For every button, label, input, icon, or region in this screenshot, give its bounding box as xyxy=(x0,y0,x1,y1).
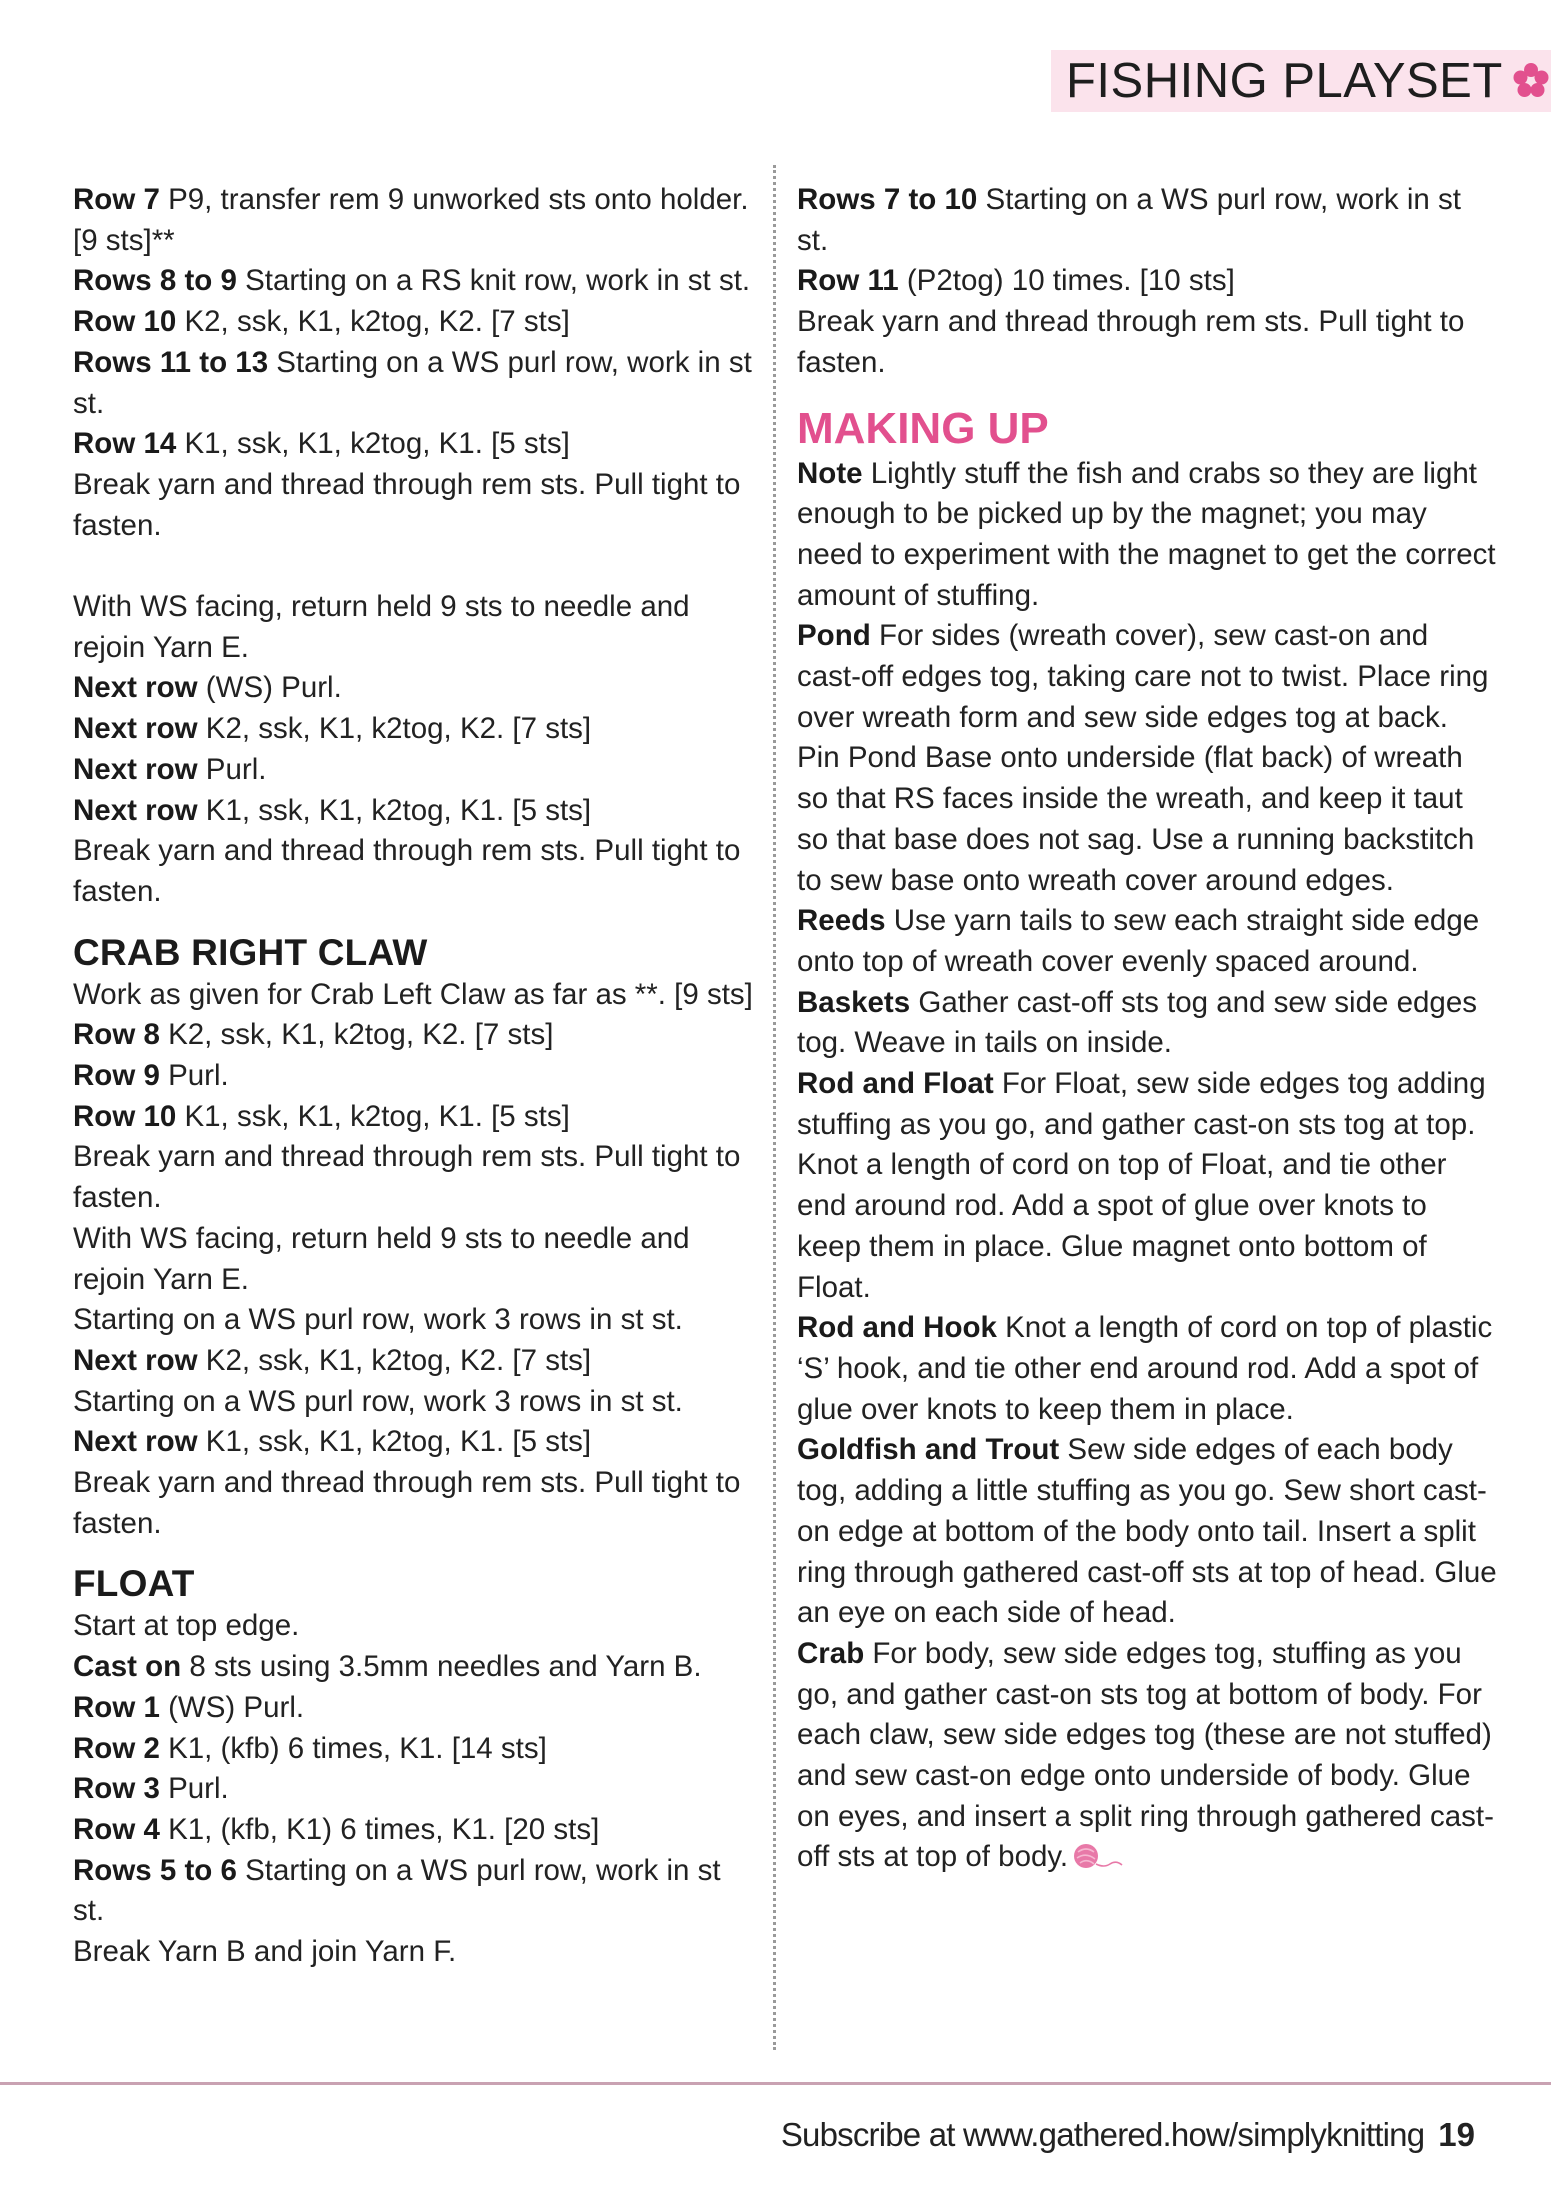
instruction-row: Row 10 K2, ssk, K1, k2tog, K2. [7 sts] xyxy=(73,305,570,339)
instruction-row: Next row K2, ssk, K1, k2tog, K2. [7 sts] xyxy=(73,712,592,746)
instruction-row: Rows 7 to 10 Starting on a WS purl row, work in st st. xyxy=(797,183,1461,257)
section-heading-making-up: MAKING UP xyxy=(797,403,1049,453)
instruction-row: Row 1 (WS) Purl. xyxy=(73,1690,305,1724)
instruction-row: Row 14 K1, ssk, K1, k2tog, K1. [5 sts] xyxy=(73,427,570,461)
instruction-row: Next row (WS) Purl. xyxy=(73,671,342,705)
footer-rule xyxy=(0,2082,1551,2085)
instruction-text: Break Yarn B and join Yarn F. xyxy=(73,1935,457,1969)
right-column xyxy=(797,180,1497,1878)
instruction-text: Starting on a WS purl row, work 3 rows in st st. xyxy=(73,1303,683,1337)
instruction-text: Break yarn and thread through rem sts. Pull tight to fasten. xyxy=(73,467,741,542)
instruction-text: With WS facing, return held 9 sts to needle and rejoin Yarn E. xyxy=(73,1221,690,1296)
instruction-text: Work as given for Crab Left Claw as far as **. [9 sts] xyxy=(73,977,753,1011)
section-heading-float: FLOAT xyxy=(73,1563,195,1605)
instruction-row: Next row K1, ssk, K1, k2tog, K1. [5 sts] xyxy=(73,1425,592,1459)
header-tab xyxy=(1051,50,1551,112)
instruction-row: Next row K1, ssk, K1, k2tog, K1. [5 sts] xyxy=(73,793,592,827)
making-up-rod-and-float: Rod and Float For Float, sew side edges tog adding stuffing as you go, and gather cast-on sts tog at top. Knot a length of cord on top of Float, and tie other end around rod. Add a spot of glue over knots to keep them in place. Glue magnet onto bottom of Float. xyxy=(797,1067,1486,1304)
instruction-row: Row 11 (P2tog) 10 times. [10 sts] xyxy=(797,264,1235,298)
making-up-goldfish-and-trout: Goldfish and Trout Sew side edges of each body tog, adding a little stuffing as you go. Sew short cast-on edge at bottom of the body onto tail. Insert a split ring through gathered cast-off sts at top of head. Glue an eye on each side of head. xyxy=(797,1433,1497,1630)
flower-icon xyxy=(1511,61,1551,101)
instruction-text: Break yarn and thread through rem sts. Pull tight to fasten. xyxy=(73,1466,741,1540)
instruction-row: Next row K2, ssk, K1, k2tog, K2. [7 sts] xyxy=(73,1343,592,1377)
section-heading-crab-right-claw: CRAB RIGHT CLAW xyxy=(73,931,428,973)
instruction-row: Row 9 Purl. xyxy=(73,1059,229,1093)
column-divider xyxy=(773,165,776,2050)
instruction-row: Next row Purl. xyxy=(73,752,267,786)
making-up-rod-and-hook: Rod and Hook Knot a length of cord on top of plastic ‘S’ hook, and tie other end around rod. Add a spot of glue over knots to keep them in place. xyxy=(797,1311,1493,1426)
instruction-text: Start at top edge. xyxy=(73,1609,300,1643)
making-up-crab: Crab For body, sew side edges tog, stuffing as you go, and gather cast-on sts tog at bottom of body. For each claw, sew side edges tog (these are not stuffed) and sew cast-on edge onto underside of body. Glue on eyes, and insert a split ring through gathered cast-off sts at top of body. xyxy=(797,1636,1494,1874)
instruction-text: With WS facing, return held 9 sts to needle and rejoin Yarn E. xyxy=(73,590,690,664)
instruction-row: Row 2 K1, (kfb) 6 times, K1. [14 sts] xyxy=(73,1731,547,1765)
instruction-text: Break yarn and thread through rem sts. Pull tight to fasten. xyxy=(73,1140,741,1215)
instruction-text: Break yarn and thread through rem sts. Pull tight to fasten. xyxy=(797,305,1465,379)
instruction-row: Rows 5 to 6 Starting on a WS purl row, work in st st. xyxy=(73,1853,721,1928)
subscribe-link[interactable]: Subscribe at www.gathered.how/simplyknitting xyxy=(780,2116,1425,2153)
instruction-row: Rows 11 to 13 Starting on a WS purl row, work in st st. xyxy=(73,345,752,420)
left-column xyxy=(73,180,753,1973)
making-up-note: Note Lightly stuff the fish and crabs so they are light enough to be picked up by the magnet; you may need to experiment with the magnet to get the correct amount of stuffing. xyxy=(797,456,1496,612)
instruction-row: Row 3 Purl. xyxy=(73,1772,229,1806)
instruction-text: Starting on a WS purl row, work 3 rows in st st. xyxy=(73,1384,683,1418)
instruction-row: Row 10 K1, ssk, K1, k2tog, K1. [5 sts] xyxy=(73,1099,570,1133)
instruction-row: Cast on 8 sts using 3.5mm needles and Yarn B. xyxy=(73,1650,702,1684)
making-up-pond: Pond For sides (wreath cover), sew cast-on and cast-off edges tog, taking care not to twist. Place ring over wreath form and sew side edges tog at back. Pin Pond Base onto underside (flat back) of wreath so that RS faces inside the wreath, and keep it taut so that base does not sag. Use a running backstitch to sew base onto wreath cover around edges. xyxy=(797,619,1489,897)
making-up-baskets: Baskets Gather cast-off sts tog and sew side edges tog. Weave in tails on inside. xyxy=(797,985,1477,1060)
footer xyxy=(781,2116,1475,2154)
yarn-ball-icon xyxy=(1072,1842,1124,1870)
instruction-row: Row 7 P9, transfer rem 9 unworked sts onto holder. [9 sts]** xyxy=(73,183,749,257)
instruction-text: Break yarn and thread through rem sts. Pull tight to fasten. xyxy=(73,834,741,908)
instruction-row: Rows 8 to 9 Starting on a RS knit row, work in st st. xyxy=(73,264,751,298)
page-title: FISHING PLAYSET xyxy=(1066,54,1503,108)
making-up-reeds: Reeds Use yarn tails to sew each straight side edge onto top of wreath cover evenly spaced around. xyxy=(797,904,1480,978)
instruction-row: Row 4 K1, (kfb, K1) 6 times, K1. [20 sts] xyxy=(73,1813,600,1846)
instruction-row: Row 8 K2, ssk, K1, k2tog, K2. [7 sts] xyxy=(73,1018,554,1052)
page-number: 19 xyxy=(1438,2116,1475,2153)
